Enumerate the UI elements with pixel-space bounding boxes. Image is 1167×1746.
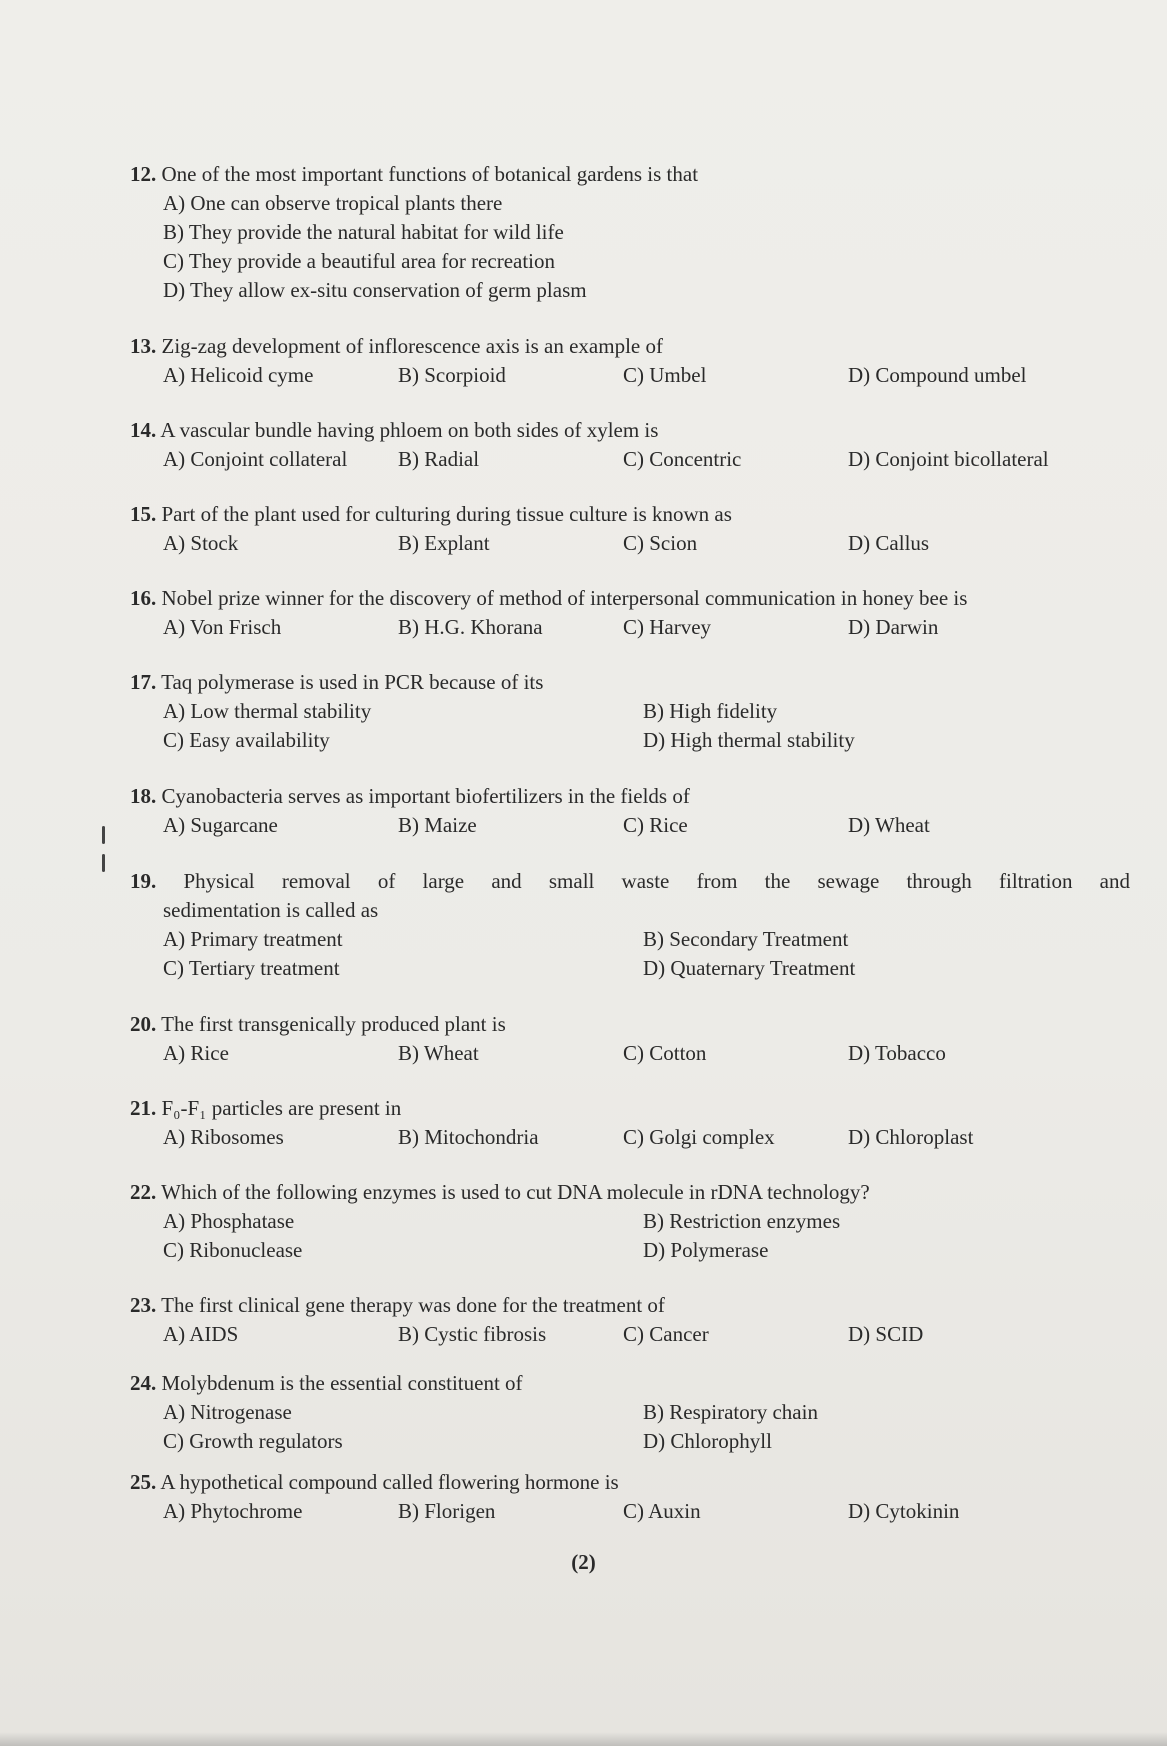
question-number: 25.: [130, 1470, 157, 1494]
question-text: Molybdenum is the essential constituent of: [161, 1371, 523, 1395]
question-stem: [130, 1291, 1130, 1320]
options: [130, 361, 1130, 390]
option-a: A) Phosphatase: [163, 1209, 295, 1233]
question-12: [130, 160, 1130, 305]
question-stem: [130, 1468, 1130, 1497]
page-number: (2): [571, 1550, 596, 1574]
margin-pen-mark: [100, 822, 108, 874]
question-20: [130, 1010, 1130, 1068]
option-b: B) Mitochondria: [398, 1125, 539, 1149]
question-number: 23.: [130, 1293, 157, 1317]
option-a: A) Nitrogenase: [163, 1400, 292, 1424]
option-c: C) Umbel: [623, 363, 707, 387]
option-b: B) Respiratory chain: [643, 1400, 818, 1424]
question-text: The first clinical gene therapy was done for the treatment of: [161, 1293, 665, 1317]
options: [130, 811, 1130, 840]
option-c: C) Easy availability: [163, 728, 330, 752]
option-b: B) Explant: [398, 531, 490, 555]
question-18: [130, 782, 1130, 840]
option-c: C) Ribonuclease: [163, 1238, 303, 1262]
question-text: Taq polymerase is used in PCR because of its: [161, 670, 544, 694]
question-text: One of the most important functions of botanical gardens is that: [161, 162, 699, 186]
option-b: B) High fidelity: [643, 699, 778, 723]
options: [130, 1320, 1130, 1349]
option-d: D) Chlorophyll: [643, 1429, 772, 1453]
question-23: [130, 1291, 1130, 1349]
question-text: A vascular bundle having phloem on both sides of xylem is: [160, 418, 659, 442]
question-22: [130, 1178, 1130, 1265]
question-stem: [130, 867, 1130, 896]
question-stem: [130, 332, 1130, 361]
question-stem: [130, 1010, 1130, 1039]
option-d: D) Quaternary Treatment: [643, 956, 856, 980]
question-14: [130, 416, 1130, 474]
question-text: Which of the following enzymes is used to cut DNA molecule in rDNA technology?: [161, 1180, 870, 1204]
question-number: 18.: [130, 784, 157, 808]
option-b: B) Secondary Treatment: [643, 927, 849, 951]
question-16: [130, 584, 1130, 642]
option-d: D) Tobacco: [848, 1041, 946, 1065]
option-c: C) Growth regulators: [163, 1429, 343, 1453]
option-a: A) Stock: [163, 531, 239, 555]
option-b: B) Wheat: [398, 1041, 479, 1065]
option-c: C) Concentric: [623, 447, 742, 471]
question-text: Cyanobacteria serves as important biofertilizers in the fields of: [161, 784, 690, 808]
page-edge-shadow: [0, 1732, 1167, 1746]
option-b: B) Scorpioid: [398, 363, 506, 387]
options: [130, 925, 1130, 983]
question-stem: [130, 1094, 1130, 1123]
option-c: C) Cancer: [623, 1322, 709, 1346]
option-d: D) Polymerase: [643, 1238, 769, 1262]
options: [130, 445, 1130, 474]
option-a: A) Helicoid cyme: [163, 363, 314, 387]
question-21: [130, 1094, 1130, 1152]
option-a: A) Ribosomes: [163, 1125, 284, 1149]
option-d: D) Cytokinin: [848, 1499, 960, 1523]
question-number: 13.: [130, 334, 157, 358]
option-a: A) Rice: [163, 1041, 229, 1065]
option-c: C) Harvey: [623, 615, 712, 639]
option-d: D) SCID: [848, 1322, 924, 1346]
options: [130, 1039, 1130, 1068]
option-d: D) Wheat: [848, 813, 930, 837]
question-number: 21.: [130, 1096, 157, 1120]
question-number: 17.: [130, 670, 157, 694]
options: [130, 697, 1130, 755]
option-b: B) Florigen: [398, 1499, 496, 1523]
question-text-continued: sedimentation is called as: [163, 898, 379, 922]
option-b: B) Cystic fibrosis: [398, 1322, 547, 1346]
option-c: C) They provide a beautiful area for recreation: [163, 249, 556, 273]
question-stem: [130, 160, 1130, 189]
question-number: 24.: [130, 1371, 157, 1395]
question-24: [130, 1369, 1130, 1456]
option-c: C) Scion: [623, 531, 698, 555]
options: [130, 529, 1130, 558]
question-19: [130, 867, 1130, 983]
question-text: The first transgenically produced plant is: [161, 1012, 506, 1036]
options: [130, 1123, 1130, 1152]
options: [130, 189, 1130, 305]
question-stem: [130, 1178, 1130, 1207]
question-17: [130, 668, 1130, 755]
question-stem: [130, 500, 1130, 529]
question-text: Nobel prize winner for the discovery of method of interpersonal communication in honey bee is: [161, 586, 968, 610]
option-b: B) Radial: [398, 447, 480, 471]
question-number: 19.: [130, 869, 157, 893]
question-number: 20.: [130, 1012, 157, 1036]
option-d: D) Callus: [848, 531, 930, 555]
option-c: C) Auxin: [623, 1499, 701, 1523]
question-stem: [130, 782, 1130, 811]
option-a: A) Primary treatment: [163, 927, 343, 951]
option-d: D) Chloroplast: [848, 1125, 974, 1149]
option-c: C) Golgi complex: [623, 1125, 775, 1149]
option-c: C) Cotton: [623, 1041, 707, 1065]
question-number: 15.: [130, 502, 157, 526]
option-d: D) High thermal stability: [643, 728, 855, 752]
option-a: A) AIDS: [163, 1322, 239, 1346]
option-b: B) They provide the natural habitat for wild life: [163, 220, 564, 244]
question-text: Physical removal of large and small waste from the sewage through filtration and: [183, 869, 1131, 893]
question-number: 14.: [130, 418, 157, 442]
question-stem: [130, 1369, 1130, 1398]
question-text: F₀-F₁ particles are present in: [161, 1096, 402, 1120]
option-b: B) H.G. Khorana: [398, 615, 543, 639]
option-d: D) Conjoint bicollateral: [848, 447, 1049, 471]
question-text: Zig-zag development of inflorescence axis is an example of: [161, 334, 663, 358]
question-list: [130, 160, 1130, 1526]
option-a: A) Low thermal stability: [163, 699, 372, 723]
question-number: 22.: [130, 1180, 157, 1204]
option-d: D) Compound umbel: [848, 363, 1027, 387]
option-a: A) Phytochrome: [163, 1499, 303, 1523]
option-b: B) Restriction enzymes: [643, 1209, 841, 1233]
option-a: A) Sugarcane: [163, 813, 278, 837]
option-a: A) One can observe tropical plants there: [163, 191, 503, 215]
option-d: D) Darwin: [848, 615, 939, 639]
question-number: 16.: [130, 586, 157, 610]
option-b: B) Maize: [398, 813, 477, 837]
options: [130, 1398, 1130, 1456]
question-stem: [130, 584, 1130, 613]
option-a: A) Conjoint collateral: [163, 447, 348, 471]
option-a: A) Von Frisch: [163, 615, 282, 639]
option-c: C) Tertiary treatment: [163, 956, 340, 980]
option-d: D) They allow ex-situ conservation of germ plasm: [163, 278, 587, 302]
question-15: [130, 500, 1130, 558]
question-number: 12.: [130, 162, 157, 186]
option-c: C) Rice: [623, 813, 688, 837]
options: [130, 1207, 1130, 1265]
question-text: Part of the plant used for culturing during tissue culture is known as: [161, 502, 732, 526]
question-text: A hypothetical compound called flowering hormone is: [160, 1470, 619, 1494]
options: [130, 613, 1130, 642]
question-stem: [130, 416, 1130, 445]
question-25: [130, 1468, 1130, 1526]
options: [130, 1497, 1130, 1526]
question-stem: [130, 668, 1130, 697]
question-13: [130, 332, 1130, 390]
